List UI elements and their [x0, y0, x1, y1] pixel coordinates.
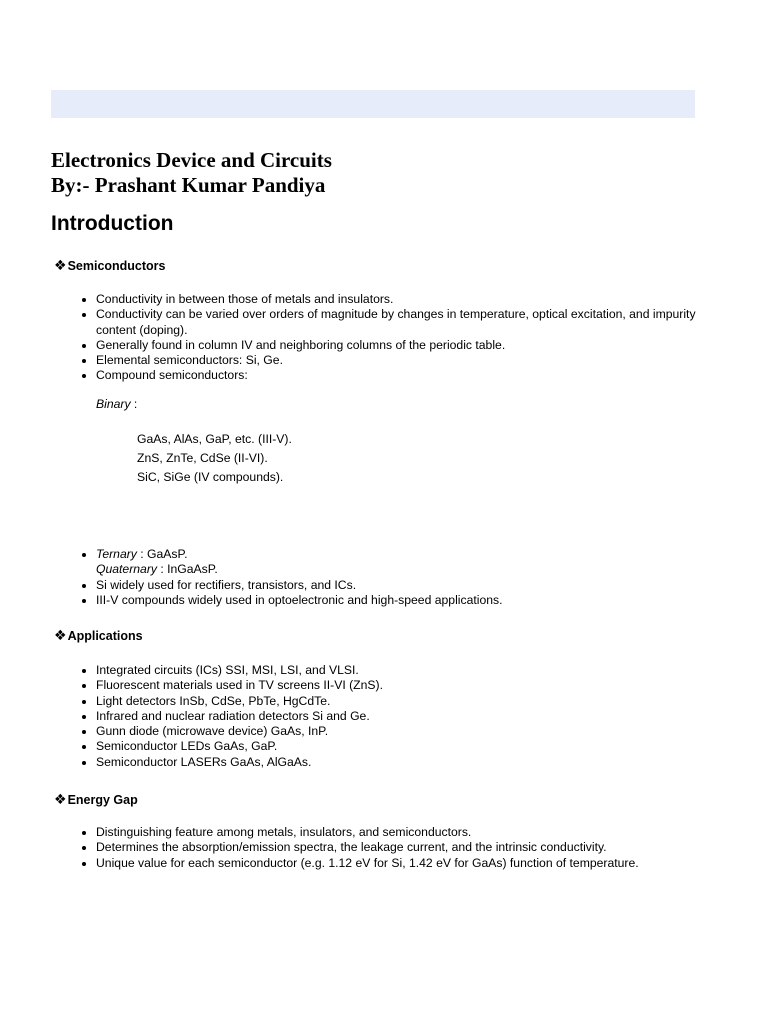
semiconductors-list	[51, 292, 736, 384]
title-line-1: Electronics Device and Circuits	[51, 148, 332, 172]
list-item: • Semiconductor LEDs GaAs, GaP.	[96, 739, 736, 754]
list-item: SiC, SiGe (IV compounds).	[137, 470, 284, 484]
diamond-bullet-icon: ❖	[54, 627, 67, 643]
list-item: • Light detectors InSb, CdSe, PbTe, HgCdTe.	[96, 694, 736, 709]
list-item: • Conductivity in between those of metals and insulators.	[96, 292, 736, 307]
list-item: • Semiconductor LASERs GaAs, AlGaAs.	[96, 755, 736, 770]
energy-gap-list	[51, 825, 736, 871]
list-item: • Si widely used for rectifiers, transistors, and ICs.	[96, 578, 736, 593]
binary-compound-list	[137, 432, 307, 489]
list-item: ZnS, ZnTe, CdSe (II-VI).	[137, 451, 268, 465]
quaternary-line: Quaternary : InGaAsP.	[96, 562, 218, 577]
list-item: • Generally found in column IV and neighboring columns of the periodic table.	[96, 338, 736, 353]
applications-list	[51, 663, 736, 770]
title-line-2: By:- Prashant Kumar Pandiya	[51, 173, 326, 197]
section-heading-energy-gap: ❖ Energy Gap	[54, 791, 138, 807]
header-banner	[51, 90, 695, 118]
list-item: • Compound semiconductors:	[96, 368, 736, 383]
list-item: • Fluorescent materials used in TV screens II-VI (ZnS).	[96, 678, 736, 693]
list-item: • Determines the absorption/emission spectra, the leakage current, and the intrinsic conductivity.	[96, 840, 736, 855]
ternary-line: • Ternary : GaAsP.	[96, 547, 188, 561]
section-heading-applications: ❖ Applications	[54, 627, 143, 643]
list-item: GaAs, AlAs, GaP, etc. (III-V).	[137, 432, 292, 446]
list-item: • Infrared and nuclear radiation detectors Si and Ge.	[96, 709, 736, 724]
list-item: • Gunn diode (microwave device) GaAs, InP.	[96, 724, 736, 739]
list-item: • Integrated circuits (ICs) SSI, MSI, LSI, and VLSI.	[96, 663, 736, 678]
document-title	[51, 148, 332, 198]
diamond-bullet-icon: ❖	[54, 791, 67, 807]
binary-label: Binary :	[96, 397, 138, 411]
ternary-quaternary-list	[51, 532, 736, 608]
diamond-bullet-icon: ❖	[54, 257, 67, 273]
list-item: • Elemental semiconductors: Si, Ge.	[96, 353, 736, 368]
list-item	[96, 547, 736, 578]
page-heading: Introduction	[51, 212, 174, 235]
list-item: • Unique value for each semiconductor (e.g. 1.12 eV for Si, 1.42 eV for GaAs) function of temperature.	[96, 856, 736, 871]
list-item: • Conductivity can be varied over orders of magnitude by changes in temperature, optical excitation, and impurity content (doping).	[96, 307, 736, 338]
list-item: • Distinguishing feature among metals, insulators, and semiconductors.	[96, 825, 736, 840]
section-heading-semiconductors: ❖ Semiconductors	[54, 257, 166, 273]
list-item: • III-V compounds widely used in optoelectronic and high-speed applications.	[96, 593, 736, 608]
